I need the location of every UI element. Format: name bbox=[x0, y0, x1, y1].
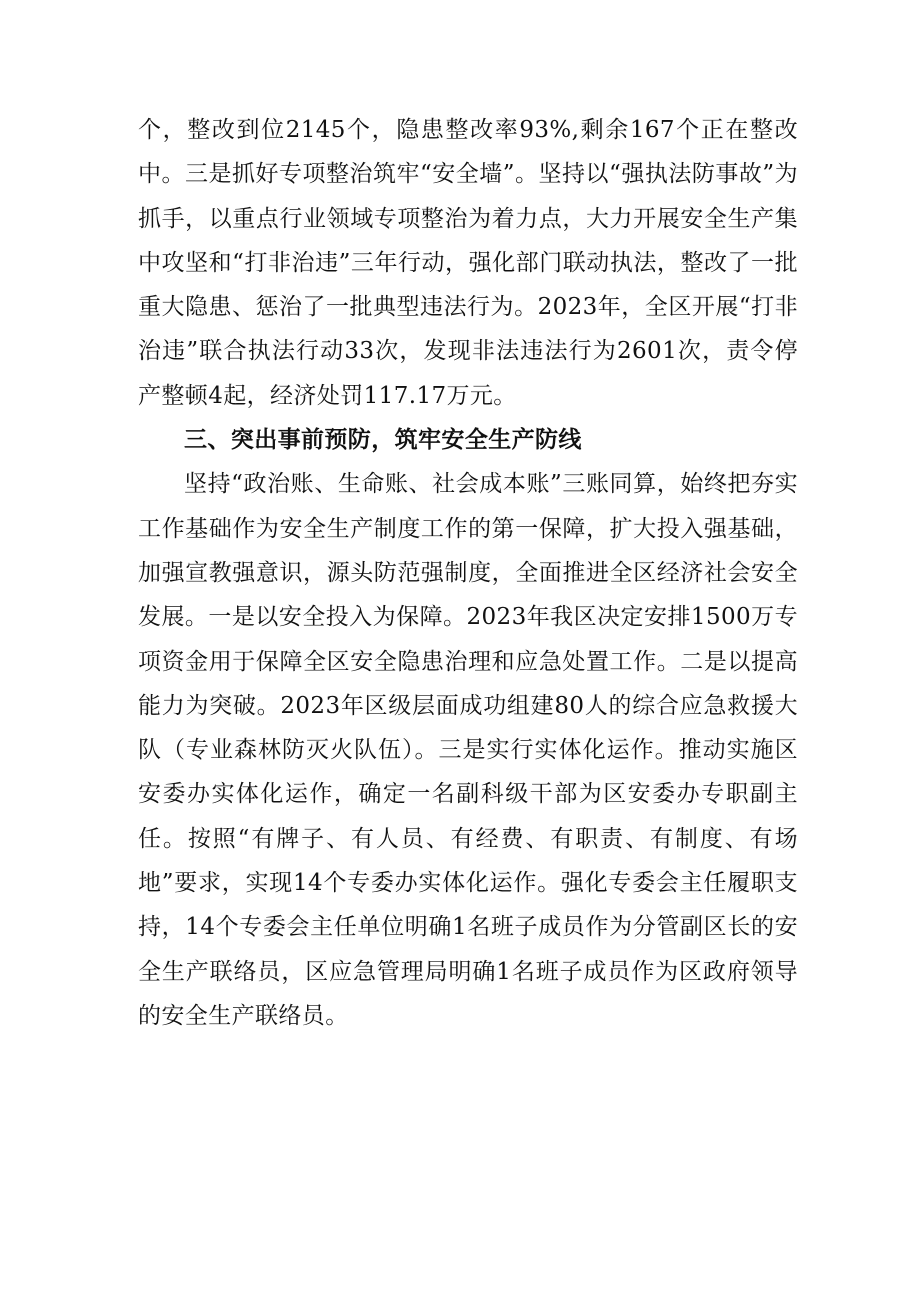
paragraph-body: 坚持“政治账、生命账、社会成本账”三账同算，始终把夯实工作基础作为安全生产制度工作的第一保障，扩大投入强基础，加强宣教强意识，源头防范强制度，全面推进全区经济社会安全发展。一是以安全投入为保障。2023年我区决定安排1500万专项资金用于保障全区安全隐患治理和应急处置工作。二是以提高能力为突破。2023年区级层面成功组建80人的综合应急救援大队（专业森林防灭火队伍）。三是实行实体化运作。推动实施区安委办实体化运作，确定一名副科级干部为区安委办专职副主任。按照“有牌子、有人员、有经费、有职责、有制度、有场地”要求，实现14个专委办实体化运作。强化专委会主任履职支持，14个专委会主任单位明确1名班子成员作为分管副区长的安全生产联络员，区应急管理局明确1名班子成员作为区政府领导的安全生产联络员。 bbox=[138, 471, 798, 1029]
section-heading: 三、突出事前预防，筑牢安全生产防线 bbox=[184, 427, 582, 454]
document-body bbox=[138, 108, 798, 1038]
paragraph-continued: 个，整改到位2145个，隐患整改率93%,剩余167个正在整改中。三是抓好专项整治筑牢“安全墙”。坚持以“强执法防事故”为抓手，以重点行业领域专项整治为着力点，大力开展安全生产集中攻坚和“打非治违”三年行动，强化部门联动执法，整改了一批重大隐患、惩治了一批典型违法行为。2023年，全区开展“打非治违”联合执法行动33次，发现非法违法行为2601次，责令停产整顿4起，经济处罚117.17万元。 bbox=[138, 117, 798, 409]
